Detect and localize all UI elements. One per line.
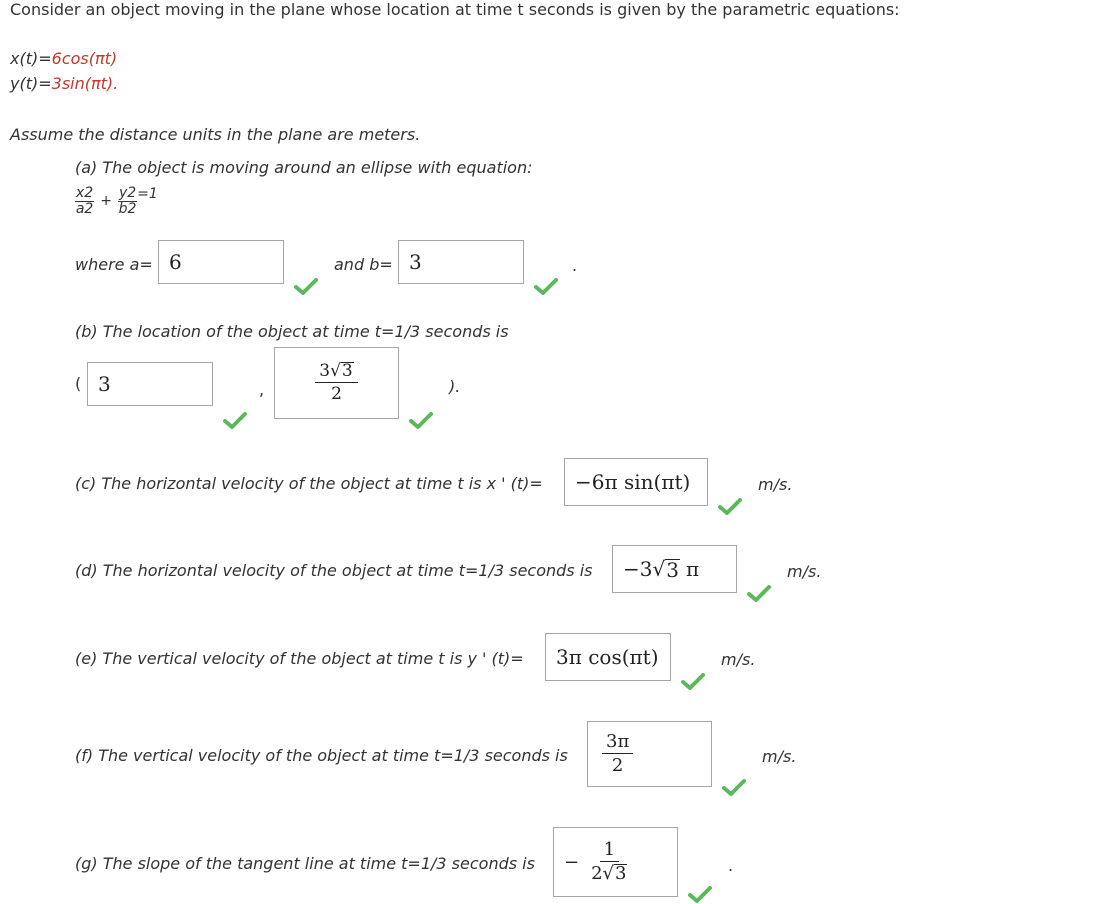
sqrt-symbol: √ 3	[602, 862, 627, 885]
and-b-label: and b=	[334, 255, 393, 274]
part-f-units: m/s.	[762, 747, 797, 766]
equation-x-lhs: x(t)=	[10, 49, 52, 68]
close-paren: ).	[449, 377, 461, 396]
sqrt-symbol: √ 3	[652, 557, 679, 582]
equation-x-rhs: 6cos(πt)	[51, 49, 118, 68]
answer-g-den-radicand: 3	[615, 862, 627, 884]
answer-by-fraction	[315, 362, 358, 404]
units-note: Assume the distance units in the plane are meters.	[10, 125, 421, 144]
answer-d-prefix: −3	[623, 557, 653, 581]
part-c-units: m/s.	[758, 475, 793, 494]
ellipse-num-x: x2	[76, 185, 94, 201]
part-d-units: m/s.	[787, 562, 822, 581]
part-a-period: .	[572, 256, 578, 275]
answer-b-field[interactable]	[398, 240, 524, 284]
answer-e-value: 3π cos(πt)	[556, 645, 659, 669]
coordinate-comma: ,	[259, 380, 265, 399]
checkmark-icon	[681, 673, 705, 691]
equation-x	[10, 49, 117, 68]
answer-d-radicand: 3	[666, 558, 679, 582]
ellipse-plus: +	[100, 193, 112, 210]
open-paren: (	[75, 374, 82, 393]
intro-text: Consider an object moving in the plane whose location at time t seconds is given by the parametric equations:	[10, 0, 900, 19]
answer-f-fraction	[602, 732, 633, 776]
ellipse-den-b: b2	[118, 200, 137, 217]
answer-bx-field[interactable]	[87, 362, 213, 406]
checkmark-icon	[747, 585, 771, 603]
ellipse-term-x	[75, 186, 94, 216]
answer-a-value: 6	[169, 250, 182, 274]
answer-c-field[interactable]	[564, 458, 708, 506]
part-g-prompt: (g) The slope of the tangent line at time t=1/3 seconds is	[75, 854, 535, 873]
answer-d-field[interactable]	[612, 545, 737, 593]
part-b-prompt: (b) The location of the object at time t=1/3 seconds is	[75, 322, 509, 341]
answer-by-radicand: 3	[341, 361, 353, 382]
answer-c-value: −6π sin(πt)	[575, 470, 691, 494]
checkmark-icon	[223, 412, 247, 430]
part-f-prompt: (f) The vertical velocity of the object at time t=1/3 seconds is	[75, 746, 568, 765]
equation-y-lhs: y(t)=	[10, 74, 52, 93]
checkmark-icon	[718, 498, 742, 516]
checkmark-icon	[294, 278, 318, 296]
checkmark-icon	[534, 278, 558, 296]
answer-by-denominator: 2	[331, 384, 342, 405]
answer-f-numerator: 3π	[602, 732, 633, 754]
part-a-prompt: (a) The object is moving around an ellipse with equation:	[75, 158, 533, 177]
answer-g-numerator: 1	[600, 840, 619, 862]
ellipse-num-y: y2	[118, 185, 137, 201]
answer-f-denominator: 2	[611, 755, 624, 776]
ellipse-term-y	[118, 186, 137, 216]
part-d-prompt: (d) The horizontal velocity of the object at time t=1/3 seconds is	[75, 561, 593, 580]
answer-bx-value: 3	[98, 372, 111, 396]
answer-by-numerator	[315, 362, 358, 383]
answer-a-field[interactable]	[158, 240, 284, 284]
part-e-units: m/s.	[721, 650, 756, 669]
answer-g-field[interactable]	[553, 827, 678, 897]
answer-g-fraction	[591, 840, 627, 884]
checkmark-icon	[722, 779, 746, 797]
answer-g-denominator	[591, 862, 627, 884]
checkmark-icon	[409, 412, 433, 430]
answer-b-value: 3	[409, 250, 422, 274]
ellipse-den-a: a2	[75, 200, 94, 217]
equation-y-rhs: 3sin(πt).	[51, 74, 119, 93]
answer-f-field[interactable]	[587, 721, 712, 787]
part-g-period: .	[728, 856, 734, 875]
answer-d-suffix: π	[685, 557, 700, 581]
answer-g-den-coef: 2	[591, 863, 603, 885]
sqrt-symbol: √ 3	[330, 361, 353, 382]
checkmark-icon	[688, 886, 712, 904]
answer-g-sign: −	[564, 851, 580, 873]
part-e-prompt: (e) The vertical velocity of the object at time t is y ' (t)=	[75, 649, 524, 668]
answer-by-field[interactable]	[274, 347, 399, 419]
part-c-prompt: (c) The horizontal velocity of the object at time t is x ' (t)=	[75, 474, 543, 493]
ellipse-rhs: =1	[137, 186, 158, 203]
equation-y	[10, 74, 118, 93]
answer-e-field[interactable]	[545, 633, 671, 681]
ellipse-equation	[75, 186, 158, 216]
where-a-label: where a=	[75, 255, 153, 274]
answer-by-coef: 3	[319, 361, 331, 382]
